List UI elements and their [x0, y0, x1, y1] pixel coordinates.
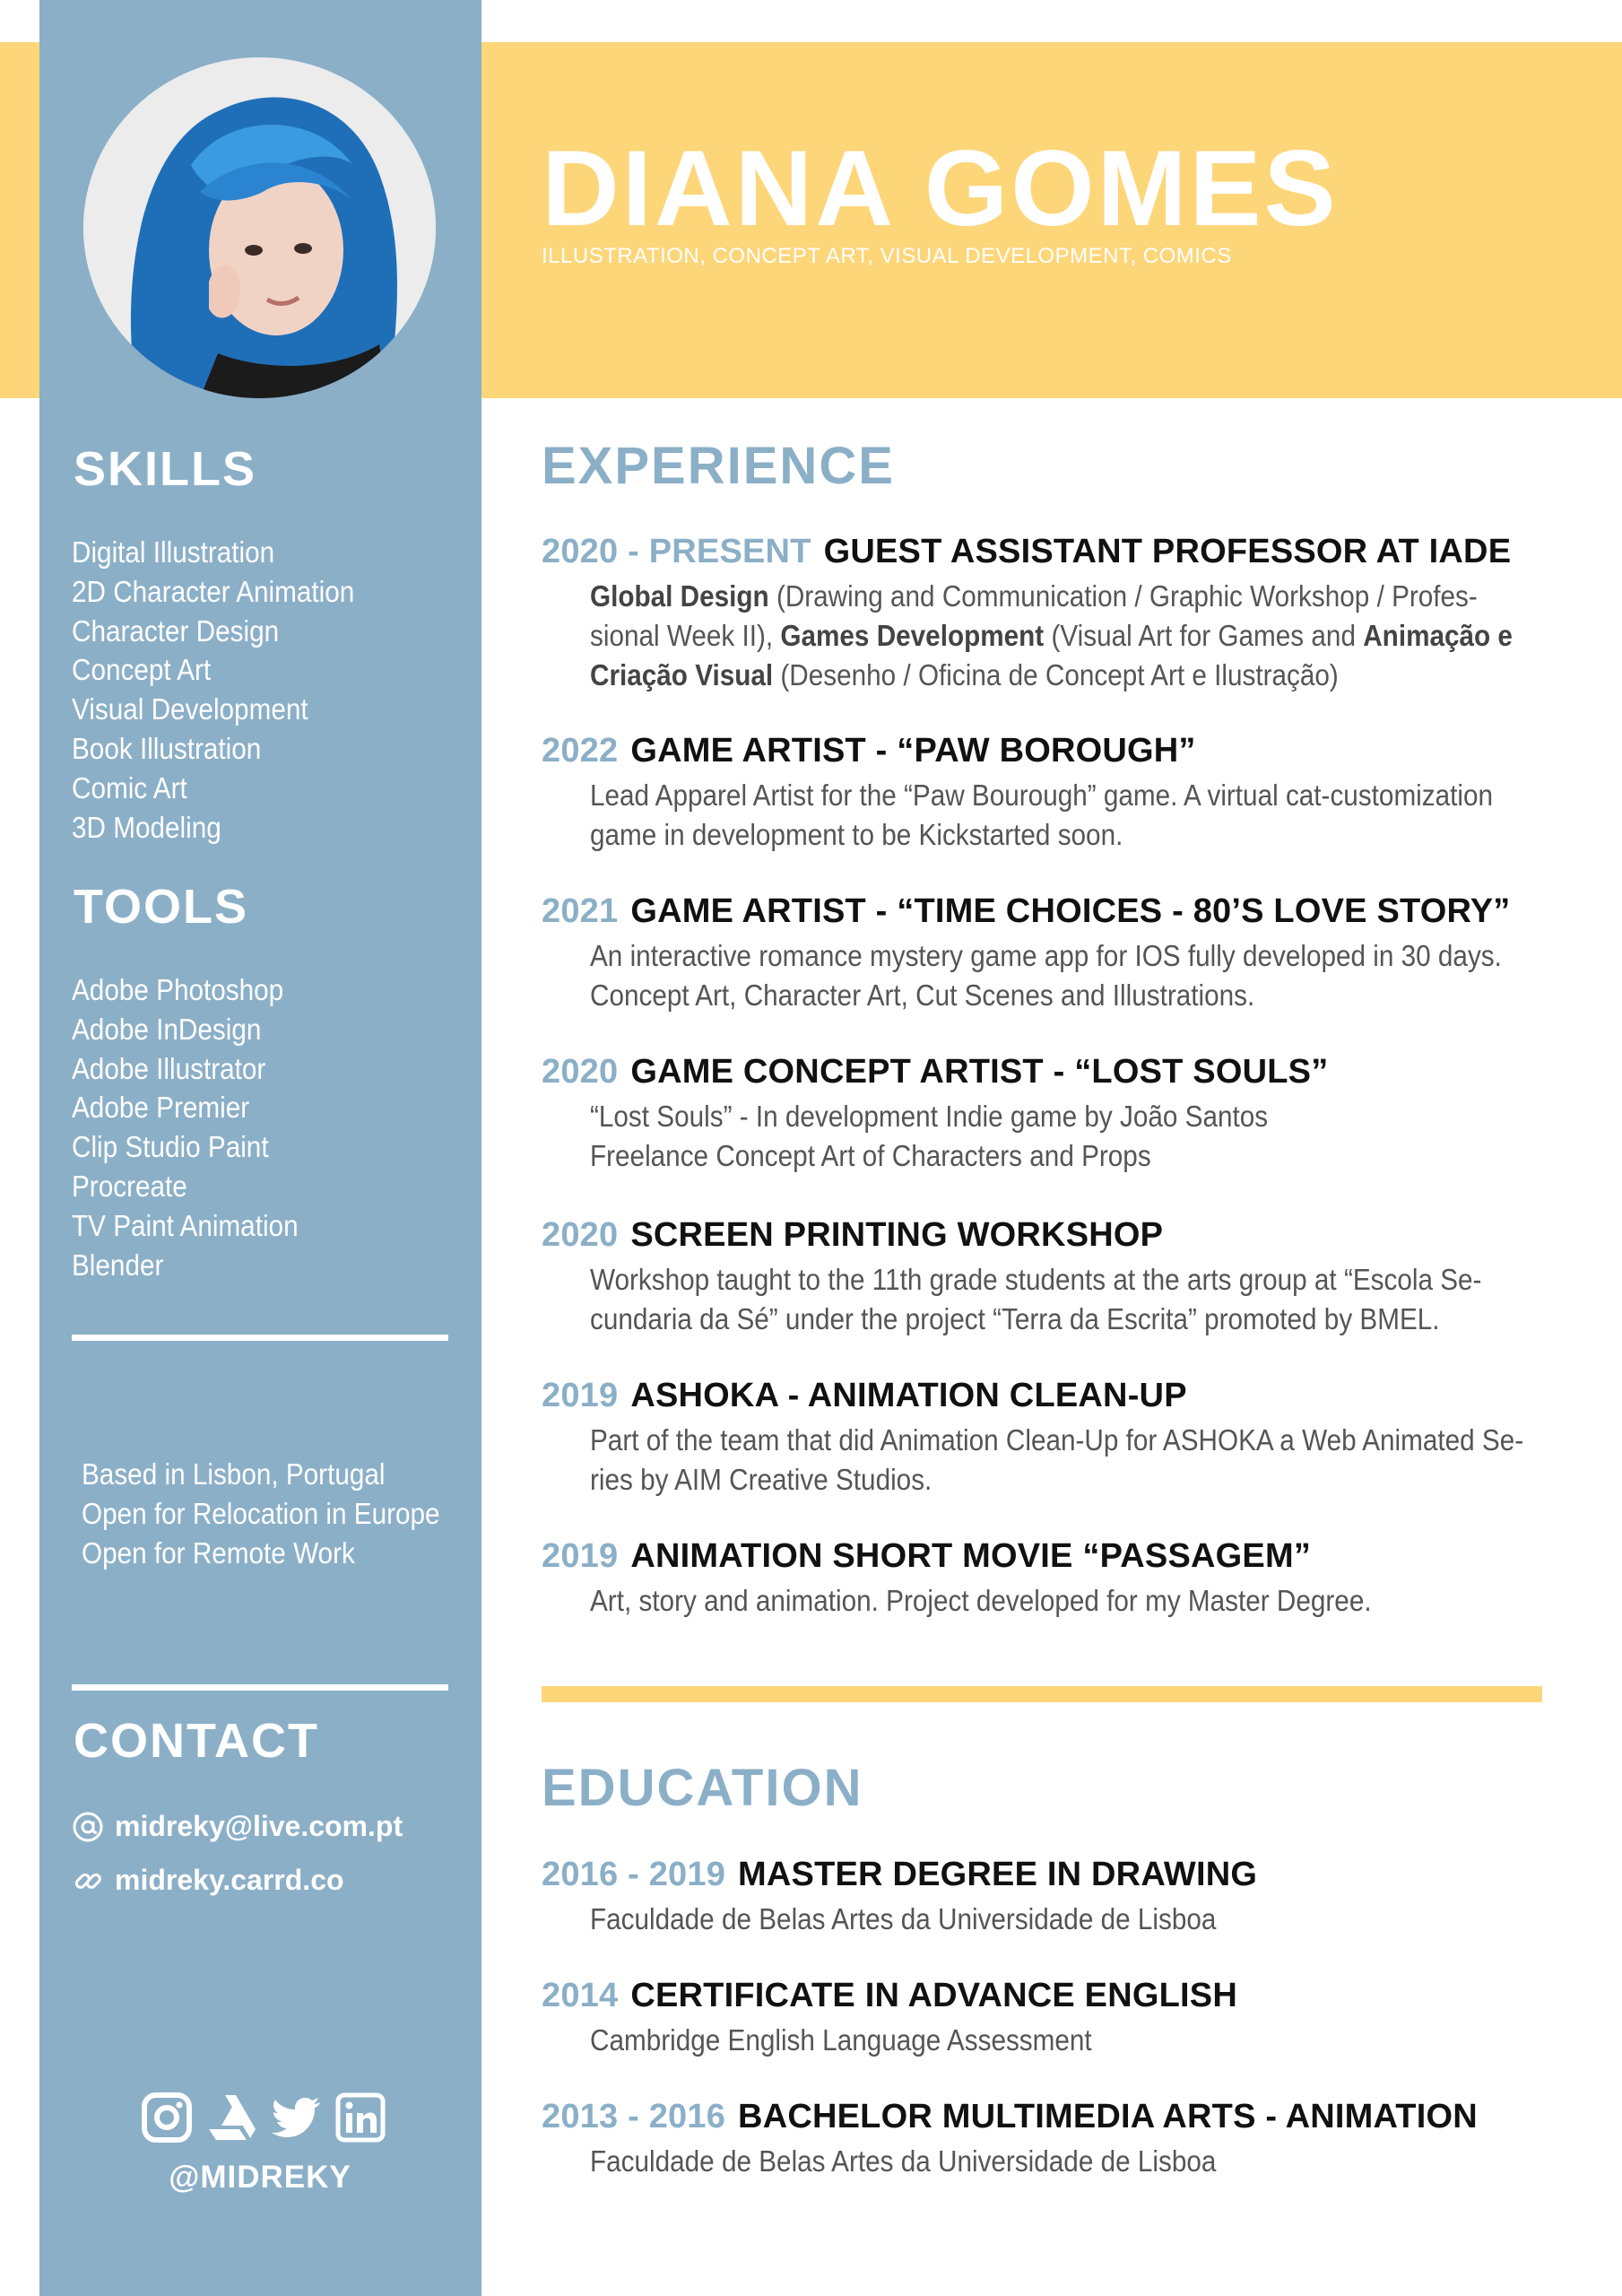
- location-item: Based in Lisbon, Portugal: [82, 1457, 386, 1491]
- email-text[interactable]: midreky@live.com.pt: [115, 1810, 403, 1842]
- entry-year: 2019: [542, 1537, 619, 1575]
- entry-role: SCREEN PRINTING WORKSHOP: [630, 1216, 1164, 1254]
- social-handle[interactable]: @MIDREKY: [169, 2160, 351, 2195]
- entry-role: GAME ARTIST - “TIME CHOICES - 80’S LOVE STORY”: [630, 892, 1511, 930]
- profile-photo: [83, 57, 436, 398]
- skill-item: 3D Modeling: [72, 810, 221, 844]
- entry-description: Part of the team that did Animation Clean-Up for ASHOKA a Web Animated Se- ries by AIM Creative Studios.: [590, 1423, 1524, 1496]
- tools-title: TOOLS: [74, 880, 249, 934]
- social-icons: [141, 2092, 386, 2144]
- entry-degree: BACHELOR MULTIMEDIA ARTS - ANIMATION: [738, 2098, 1478, 2135]
- entry-year: 2021: [542, 892, 619, 930]
- entry-year: 2013 - 2016: [542, 2098, 726, 2135]
- email-contact[interactable]: [72, 1810, 403, 1843]
- entry-year: 2020: [542, 1216, 619, 1254]
- entry-role: ASHOKA - ANIMATION CLEAN-UP: [630, 1377, 1187, 1414]
- entry-description: An interactive romance mystery game app for IOS fully developed in 30 days. Concept Art, Character Art, Cut Scenes and Illustrations.: [590, 939, 1502, 1012]
- entry-institution: Faculdade de Belas Artes da Universidade de Lisboa: [590, 2144, 1217, 2178]
- linkedin-icon[interactable]: [334, 2092, 386, 2144]
- skills-title: SKILLS: [74, 442, 257, 496]
- artstation-icon[interactable]: [205, 2092, 257, 2144]
- tool-item: Blender: [72, 1248, 164, 1282]
- tool-item: Procreate: [72, 1169, 187, 1203]
- experience-entry: [542, 1053, 1555, 1176]
- skill-item: Character Design: [72, 613, 280, 648]
- entry-year: 2019: [542, 1377, 619, 1414]
- link-icon: [72, 1865, 104, 1897]
- person-name: DIANA GOMES: [542, 128, 1339, 248]
- sidebar-divider: [72, 1335, 448, 1341]
- entry-year: 2022: [542, 732, 619, 770]
- skill-item: Book Illustration: [72, 731, 262, 765]
- skill-item: 2D Character Animation: [72, 574, 355, 608]
- entry-year: 2020 - PRESENT: [542, 533, 811, 570]
- education-entry: [542, 1856, 1555, 1939]
- entry-description: “Lost Souls” - In development Indie game by João Santos Freelance Concept Art of Characters and Props: [590, 1100, 1269, 1172]
- entry-description: Global Design (Drawing and Communication / Graphic Workshop / Profes- sional Week II), Games Development (Visual Art for Games and Animação e Criação Visual (Desenho / Oficina de Concept Art e Ilustração): [590, 579, 1513, 691]
- twitter-icon[interactable]: [270, 2092, 322, 2144]
- instagram-icon[interactable]: [141, 2092, 193, 2144]
- entry-institution: Cambridge English Language Assessment: [590, 2023, 1092, 2057]
- website-contact[interactable]: [72, 1864, 344, 1897]
- skill-item: Concept Art: [72, 653, 212, 687]
- location-item: Open for Remote Work: [82, 1535, 355, 1570]
- skills-list: [72, 533, 354, 847]
- experience-entry: [542, 1537, 1555, 1621]
- sidebar-divider: [72, 1684, 448, 1691]
- entry-description: Workshop taught to the 11th grade students at the arts group at “Escola Se- cundaria da Sé” under the project “Terra da Escrita” promoted by BMEL.: [590, 1263, 1482, 1335]
- education-title: EDUCATION: [542, 1759, 863, 1817]
- contact-title: CONTACT: [74, 1714, 319, 1768]
- entry-description: Lead Apparel Artist for the “Paw Bourough” game. A virtual cat-customization game in development to be Kickstarted soon.: [590, 778, 1494, 851]
- at-icon: [72, 1811, 104, 1843]
- entry-degree: MASTER DEGREE IN DRAWING: [738, 1856, 1258, 1893]
- experience-entry: [542, 1377, 1555, 1500]
- tools-list: [72, 970, 299, 1284]
- experience-entry: [542, 533, 1555, 695]
- entry-year: 2020: [542, 1053, 619, 1091]
- entry-year: 2014: [542, 1977, 619, 2014]
- tool-item: Adobe Photoshop: [72, 973, 284, 1006]
- tool-item: Adobe Premier: [72, 1091, 250, 1125]
- experience-title: EXPERIENCE: [542, 437, 895, 495]
- section-divider: [542, 1686, 1542, 1702]
- skill-item: Visual Development: [72, 692, 308, 726]
- entry-institution: Faculdade de Belas Artes da Universidade de Lisboa: [590, 1902, 1217, 1935]
- entry-degree: CERTIFICATE IN ADVANCE ENGLISH: [630, 1977, 1237, 2014]
- entry-role: ANIMATION SHORT MOVIE “PASSAGEM”: [630, 1537, 1312, 1575]
- tool-item: TV Paint Animation: [72, 1208, 299, 1242]
- skill-item: Comic Art: [72, 770, 187, 804]
- website-text[interactable]: midreky.carrd.co: [115, 1864, 344, 1896]
- entry-year: 2016 - 2019: [542, 1856, 726, 1893]
- location-list: [82, 1455, 440, 1572]
- tool-item: Adobe Illustrator: [72, 1051, 266, 1085]
- tagline: ILLUSTRATION, CONCEPT ART, VISUAL DEVELOPMENT, COMICS: [542, 244, 1232, 268]
- experience-entry: [542, 1216, 1555, 1339]
- entry-description: Art, story and animation. Project developed for my Master Degree.: [590, 1584, 1372, 1617]
- skill-item: Digital Illustration: [72, 535, 275, 569]
- education-entry: [542, 1977, 1555, 2060]
- location-item: Open for Relocation in Europe: [82, 1496, 440, 1530]
- tool-item: Adobe InDesign: [72, 1012, 262, 1046]
- experience-entry: [542, 732, 1555, 855]
- entry-role: GAME ARTIST - “PAW BOROUGH”: [630, 732, 1196, 770]
- entry-role: GUEST ASSISTANT PROFESSOR AT IADE: [823, 533, 1512, 570]
- entry-role: GAME CONCEPT ARTIST - “LOST SOULS”: [630, 1053, 1329, 1091]
- tool-item: Clip Studio Paint: [72, 1130, 269, 1164]
- experience-entry: [542, 892, 1555, 1015]
- education-entry: [542, 2098, 1555, 2181]
